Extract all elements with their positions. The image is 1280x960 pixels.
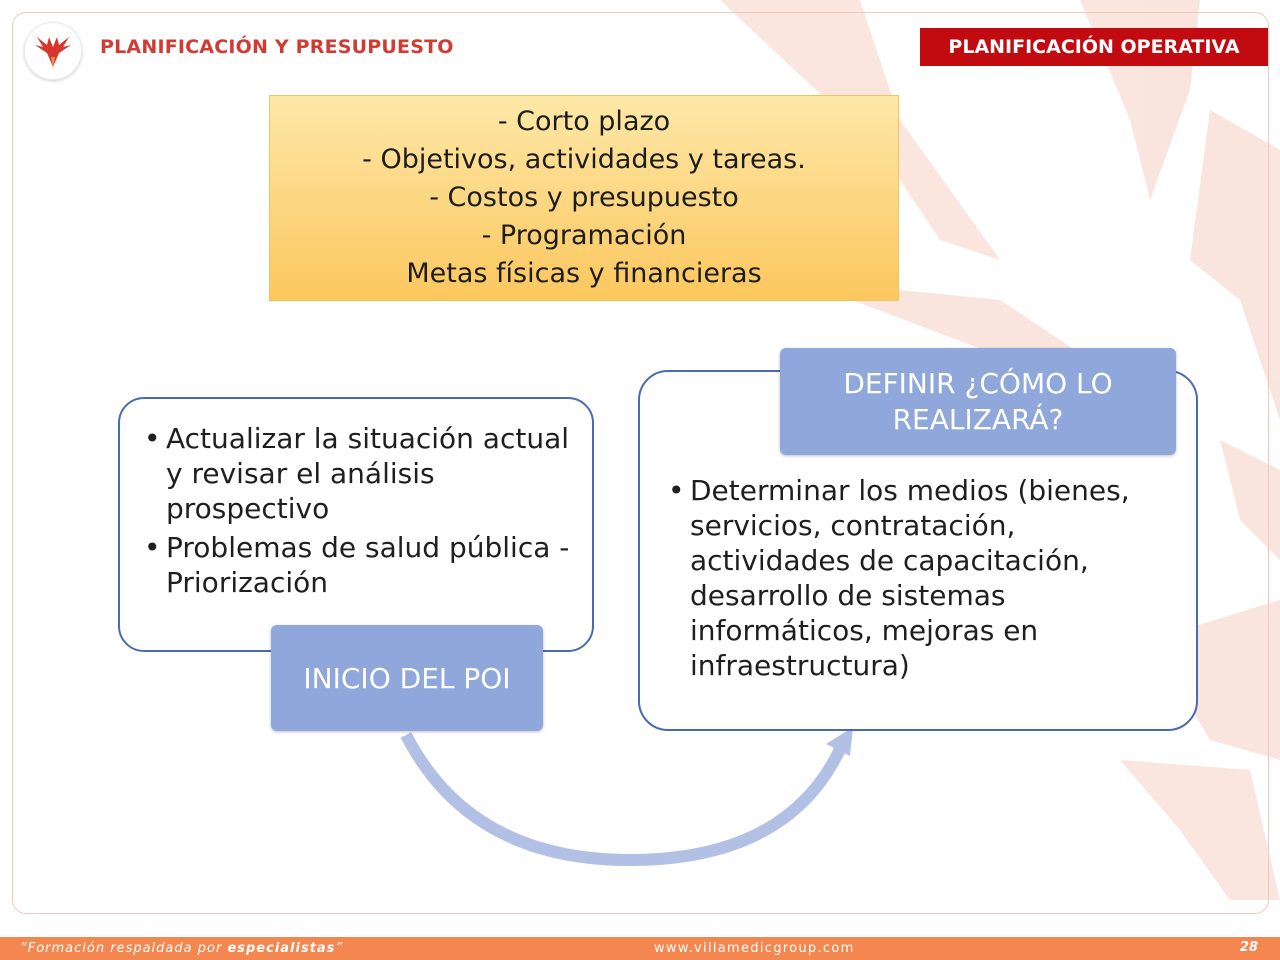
bullet-text: Actualizar la situación actual y revisar el análisis prospectivo — [166, 422, 570, 525]
bullet-icon: • — [144, 422, 161, 455]
definir-bullet-list — [668, 473, 1178, 687]
bullet-text: Problemas de salud pública - Priorización — [166, 531, 570, 599]
bullet-text: Determinar los medios (bienes, servicios, contratación, actividades de capacitación, desarrollo de sistemas informáticos, mejoras en infraestructura) — [690, 474, 1130, 682]
phoenix-logo-icon — [24, 22, 82, 80]
summary-line: - Programación — [481, 220, 687, 251]
inicio-label: INICIO DEL POI — [271, 625, 543, 731]
page-number: 28 — [1239, 940, 1258, 955]
inicio-bullet-list — [144, 421, 574, 604]
definir-label: DEFINIR ¿CÓMO LO REALIZARÁ? — [780, 348, 1176, 455]
list-item — [144, 421, 574, 526]
footer-website: www.villamedicgroup.com — [654, 941, 855, 956]
bullet-icon: • — [144, 531, 161, 564]
summary-line: - Objetivos, actividades y tareas. — [362, 144, 806, 175]
footer-bar — [0, 937, 1280, 960]
tagline-bold: especialistas — [227, 941, 336, 956]
summary-line: - Corto plazo — [497, 106, 671, 137]
section-badge: PLANIFICACIÓN OPERATIVA — [920, 28, 1268, 66]
bullet-icon: • — [668, 474, 685, 507]
tagline-prefix: “Formación respaldada por — [20, 941, 228, 956]
page-title: PLANIFICACIÓN Y PRESUPUESTO — [100, 36, 454, 58]
summary-line: - Costos y presupuesto — [429, 182, 739, 213]
summary-line: Metas físicas y financieras — [406, 258, 762, 289]
summary-box — [269, 95, 899, 301]
list-item — [144, 530, 574, 600]
tagline-suffix: ” — [335, 941, 344, 956]
list-item — [668, 473, 1178, 683]
footer-tagline — [20, 941, 343, 956]
